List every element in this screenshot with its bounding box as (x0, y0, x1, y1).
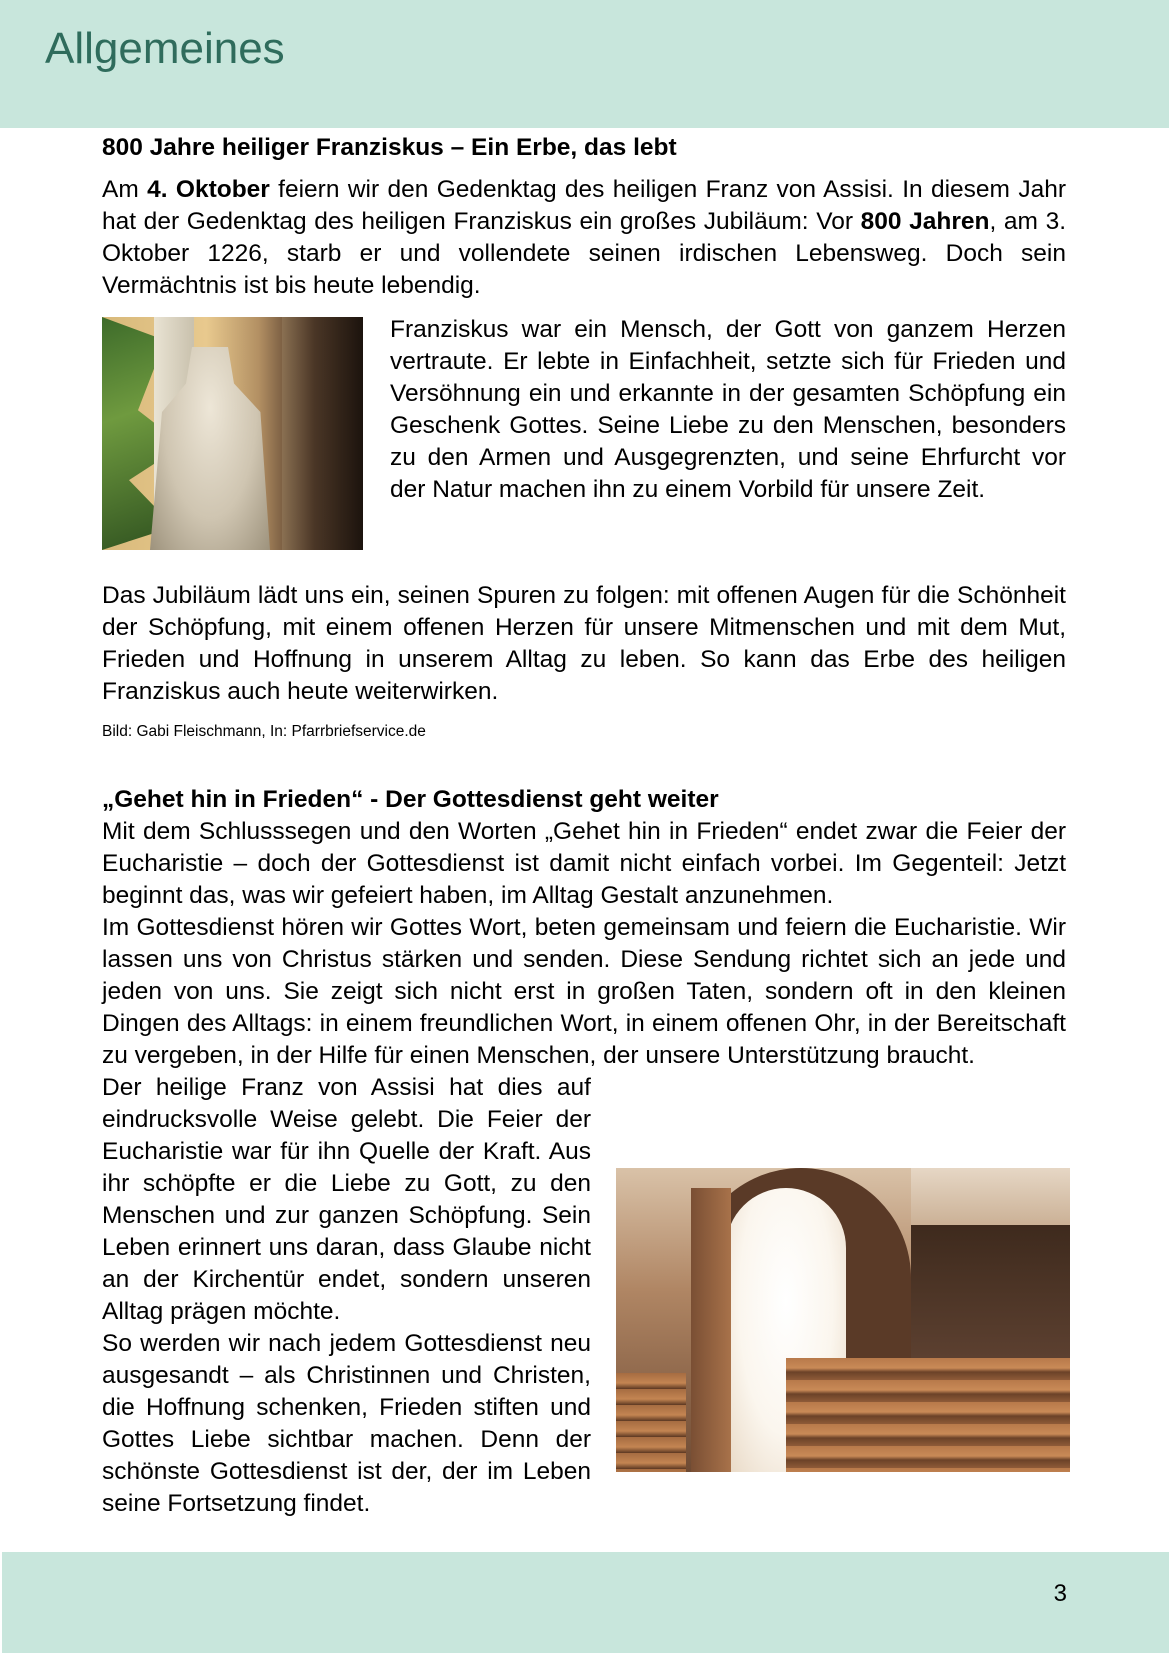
intro-years: 800 Jahren (860, 208, 990, 235)
intro-text: , am 3. Oktober 1226, starb er und vollendete seinen irdischen Lebensweg. Doch sein Vermächtnis ist bis heute lebendig. (102, 208, 1067, 299)
article1-paragraph2: Franziskus war ein Mensch, der Gott von ganzem Herzen vertraute. Er lebte in Einfachheit, setzte sich für Frieden und Versöhnung ein und erkannte in der gesamten Schöpfung ein Geschenk Gottes. Seine Liebe zu den Menschen, besonders zu den Armen und Ausgegrenzten, und seine Ehrfurcht vor der Natur machen ihn zu einem Vorbild für unsere Zeit. (390, 316, 1066, 503)
article2-paragraph3: Der heilige Franz von Assisi hat dies auf eindrucksvolle Weise gelebt. Die Feier der Eucharistie war für ihn Quelle der Kraft. Aus ihr schöpfte er die Liebe zu Gott, zu den Menschen und zur ganzen Schöpfung. Sein Leben erinnert uns daran, dass Glaube nicht an der Kirchentür endet, sondern unseren Alltag prägen möchte. (102, 1074, 591, 1325)
intro-text: Am (102, 176, 148, 203)
intro-date: 4. Oktober (147, 176, 270, 203)
section-title: Allgemeines (45, 24, 285, 73)
article1-intro (102, 174, 1066, 302)
wall-shape (911, 1168, 1070, 1358)
article2-paragraph2: Im Gottesdienst hören wir Gottes Wort, beten gemeinsam und feiern die Eucharistie. Wir lassen uns von Christus stärken und senden. Diese Sendung richtet sich an jede und jeden von uns. Sie zeigt sich nicht erst in großen Taten, sondern oft in den kleinen Dingen des Alltags: in einem freundlichen Wort, in einem offenen Ohr, in der Bereitschaft zu vergeben, in der Hilfe für einen Menschen, der unsere Unterstützung braucht. (102, 914, 1066, 1069)
article2-heading: „Gehet hin in Frieden“ - Der Gottesdienst geht weiter (102, 786, 719, 813)
article2-end (102, 1072, 1066, 1520)
article1-paragraph3: Das Jubiläum lädt uns ein, seinen Spuren zu folgen: mit offenen Augen für die Schönheit der Schöpfung, mit einem offenen Herzen für unsere Mitmenschen und mit dem Mut, Frieden und Hoffnung in unserem Alltag zu leben. So kann das Erbe des heiligen Franziskus auch heute weiterwirken. (102, 582, 1066, 705)
page-content (102, 132, 1066, 1520)
page-footer (2, 1552, 1169, 1653)
pews-shape (786, 1358, 1070, 1472)
church-door-image (616, 1168, 1070, 1472)
intro-text: feiern wir den Gedenktag des heiligen Franz von Assisi. In diesem Jahr hat der Gedenktag des heiligen Franziskus ein großes Jubiläum: Vor (102, 176, 1066, 235)
door-leaf-shape (691, 1188, 731, 1472)
image-credit: Bild: Gabi Fleischmann, In: Pfarrbriefservice.de (102, 723, 426, 740)
article2-paragraph1: Mit dem Schlusssegen und den Worten „Gehet hin in Frieden“ endet zwar die Feier der Eucharistie – doch der Gottesdienst ist damit nicht einfach vorbei. Im Gegenteil: Jetzt beginnt das, was wir gefeiert haben, im Alltag Gestalt anzunehmen. (102, 818, 1066, 909)
article1-heading: 800 Jahre heiliger Franziskus – Ein Erbe, das lebt (102, 134, 677, 161)
door-shape (282, 317, 363, 550)
pews-left-shape (616, 1373, 686, 1472)
page-number: 3 (1053, 1580, 1067, 1607)
franziskus-statue-image (102, 317, 363, 550)
article2-paragraph4: So werden wir nach jedem Gottesdienst neu ausgesandt – als Christinnen und Christen, die Hoffnung schenken, Frieden stiften und Gottes Liebe sichtbar machen. Denn der schönste Gottesdienst ist der, der im Leben seine Fortsetzung findet. (102, 1330, 591, 1517)
page-header (0, 0, 1169, 128)
article1-body (102, 312, 1066, 506)
